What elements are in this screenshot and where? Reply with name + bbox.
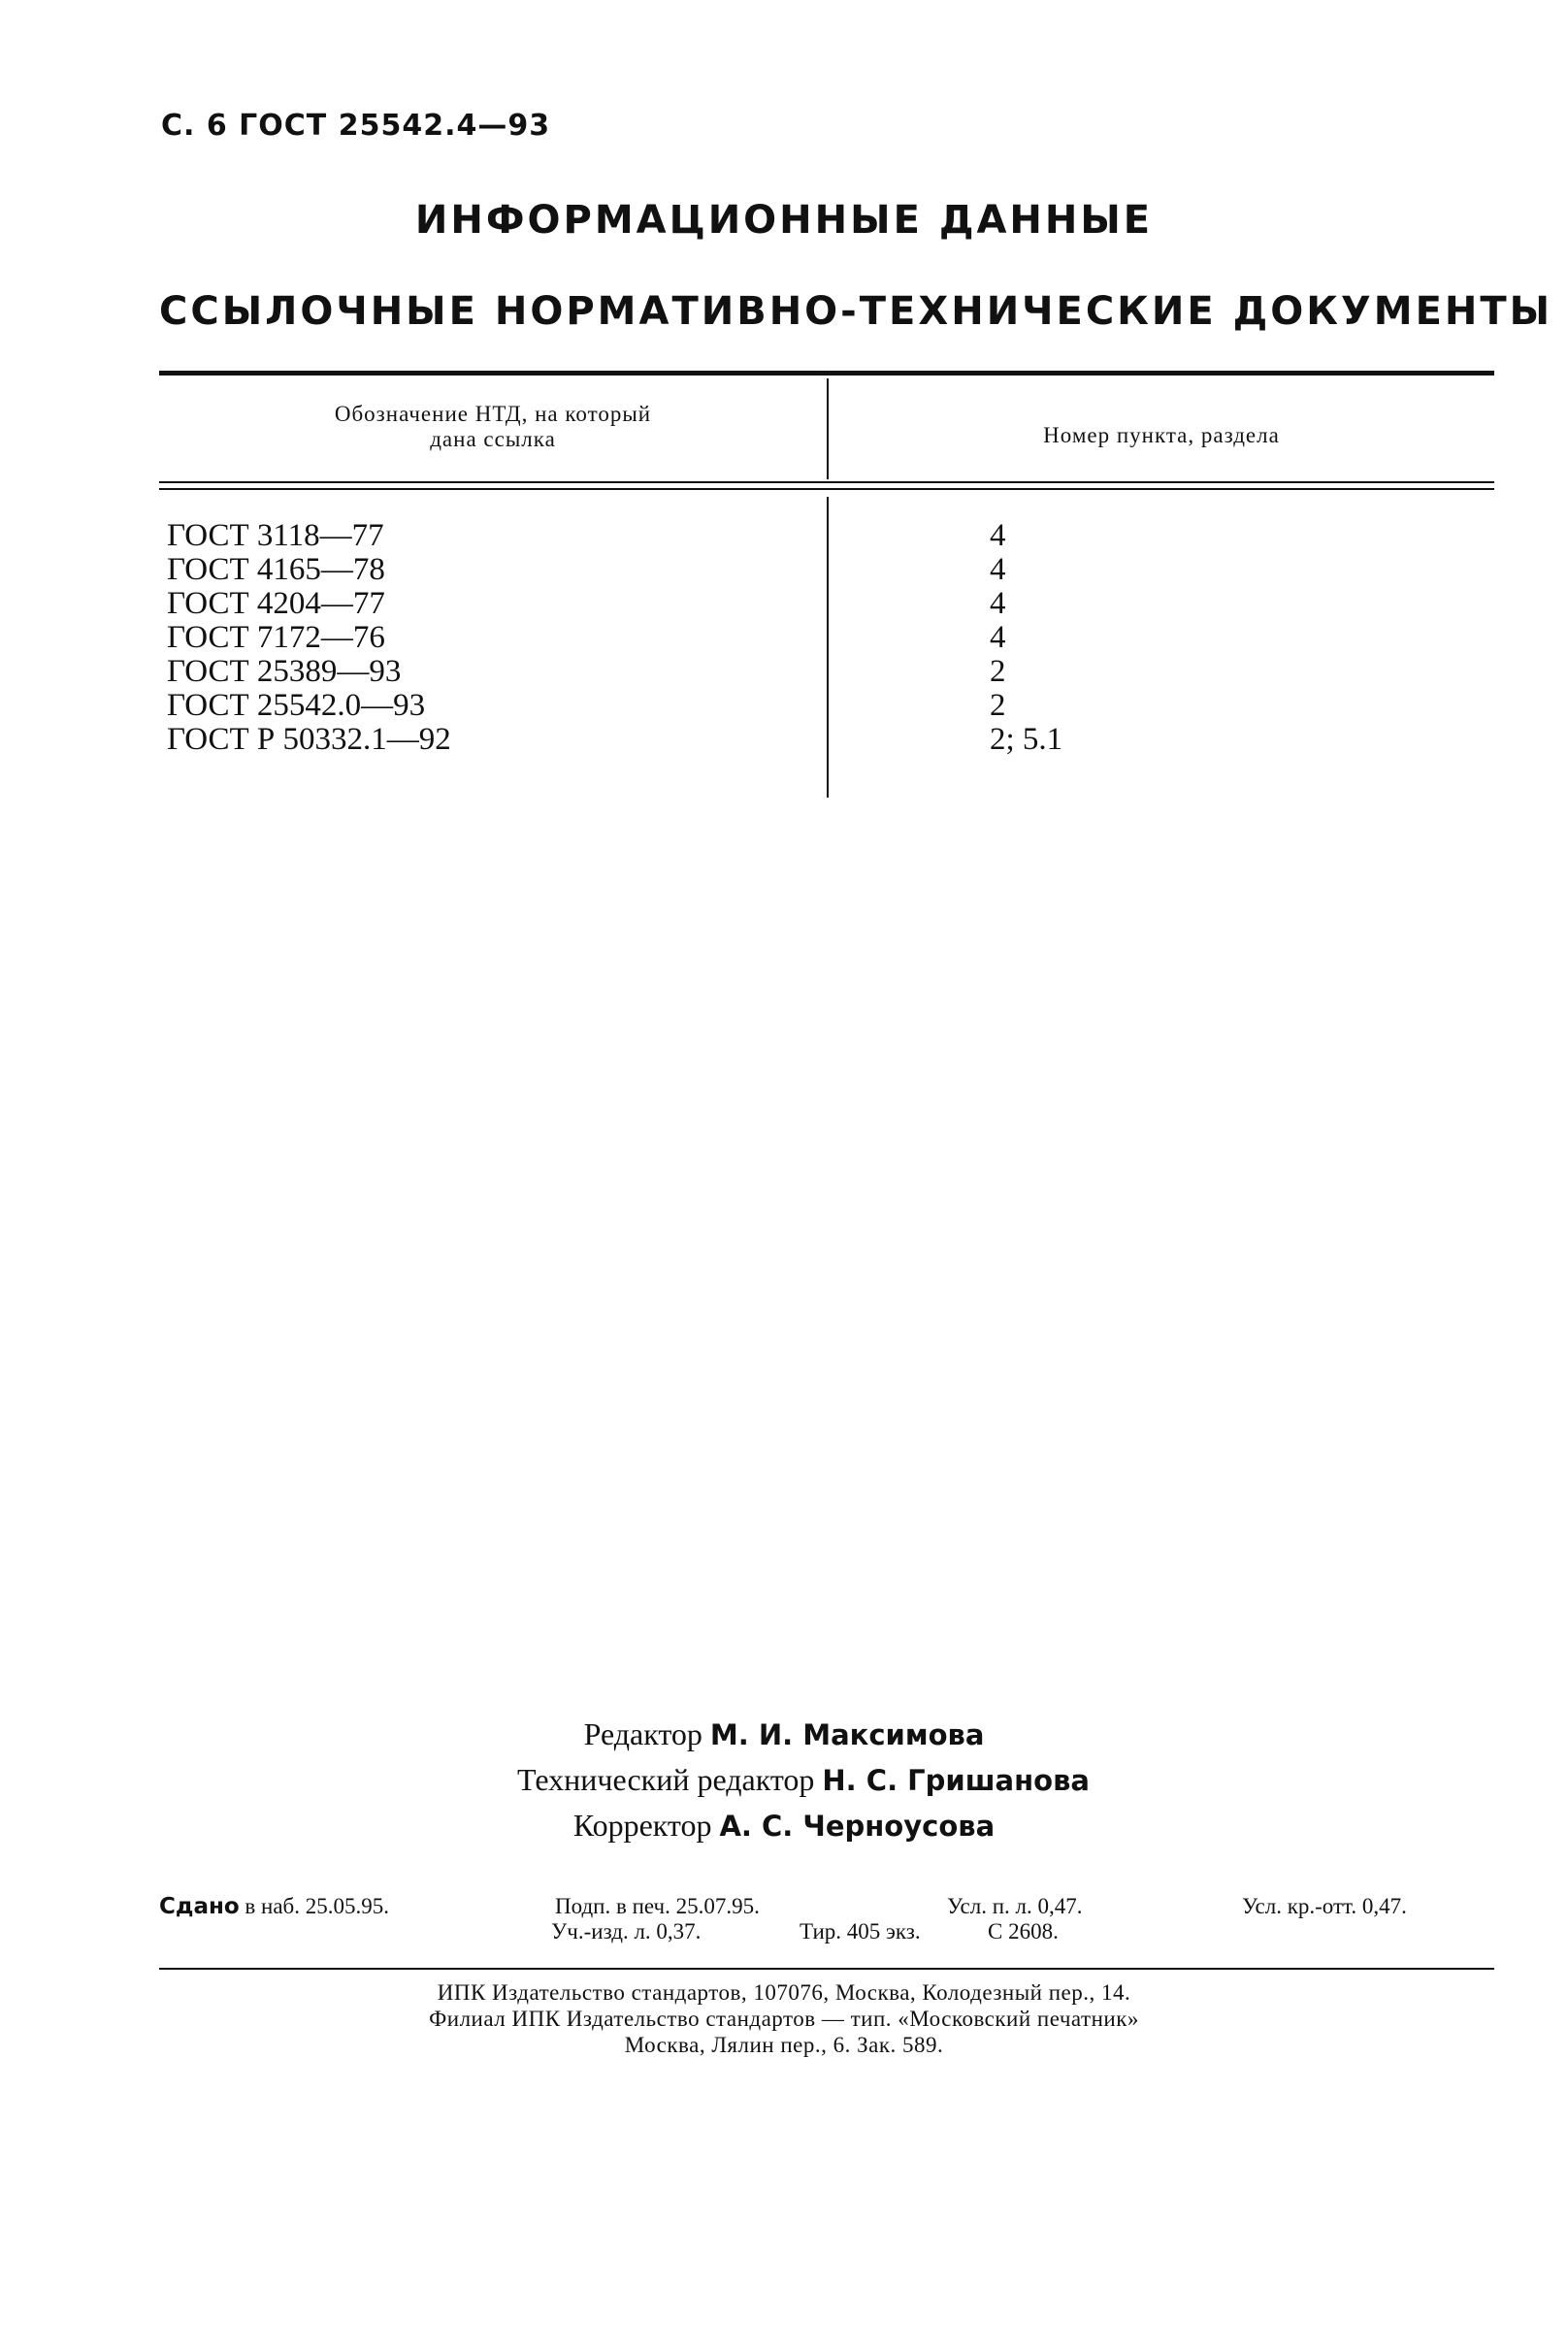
- table-header-document-line1: Обозначение НТД, на который: [334, 402, 652, 426]
- imprint-row: [159, 1894, 1498, 1919]
- submitted-label: Сдано: [159, 1894, 240, 1919]
- table-row-ref: ГОСТ 7172—76: [167, 620, 385, 655]
- imprint-row: [159, 1919, 1498, 1944]
- table-row-section: 2: [990, 654, 1006, 689]
- table-row-ref: ГОСТ 25542.0—93: [167, 688, 426, 723]
- tech-editor-name: Н. С. Гришанова: [822, 1764, 1090, 1797]
- submitted-value: в наб. 25.05.95.: [245, 1894, 390, 1918]
- editor-name: М. И. Максимова: [709, 1718, 985, 1751]
- imprint-rule: [159, 1968, 1494, 1970]
- table-row-ref: ГОСТ 25389—93: [167, 654, 402, 689]
- table-header-document-line2: дана ссылка: [430, 427, 556, 451]
- table-row-ref: ГОСТ Р 50332.1—92: [167, 722, 451, 757]
- table-header-section: Номер пункта, раздела: [1043, 423, 1280, 447]
- table-row-ref: ГОСТ 4204—77: [167, 586, 385, 621]
- publisher-info: [0, 1979, 1568, 2058]
- publisher-line: Филиал ИПК Издательство стандартов — тип. «Московский печатник»: [429, 2007, 1139, 2031]
- table-row-section: 2: [990, 688, 1006, 723]
- page-header: С. 6 ГОСТ 25542.4—93: [161, 109, 551, 143]
- table-row-section: 4: [990, 518, 1006, 553]
- table-row-section: 2; 5.1: [990, 722, 1063, 757]
- order-code-text: С 2608.: [988, 1919, 1059, 1944]
- publishing-sheets-text: Уч.-изд. л. 0,37.: [551, 1919, 702, 1944]
- reference-column: [167, 519, 451, 757]
- editor-role: Редактор: [583, 1716, 702, 1751]
- table-row-ref: ГОСТ 4165—78: [167, 552, 385, 587]
- table-top-rule: [159, 371, 1494, 376]
- proofreader-line: [0, 1803, 1568, 1848]
- table-header-rule-upper: [159, 481, 1494, 483]
- print-sheets-text: Усл. п. л. 0,47.: [947, 1894, 1083, 1918]
- editor-line: [0, 1712, 1568, 1757]
- table-row-ref: ГОСТ 3118—77: [167, 518, 384, 553]
- table-row-section: 4: [990, 620, 1006, 655]
- proofreader-name: А. С. Черноусова: [719, 1810, 996, 1843]
- table-header-rule-lower: [159, 488, 1494, 490]
- publisher-line: ИПК Издательство стандартов, 107076, Москва, Колодезный пер., 14.: [437, 1980, 1131, 2005]
- table-row-section: 4: [990, 552, 1006, 587]
- table-body-divider: [827, 497, 829, 798]
- submitted-text: [159, 1894, 389, 1919]
- signed-text: Подп. в печ. 25.07.95.: [555, 1894, 760, 1918]
- publisher-line: Москва, Лялин пер., 6. Зак. 589.: [624, 2033, 944, 2057]
- print-imprint: [159, 1894, 1498, 1944]
- print-impressions-text: Усл. кр.-отт. 0,47.: [1242, 1894, 1407, 1918]
- references-title: ССЫЛОЧНЫЕ НОРМАТИВНО-ТЕХНИЧЕСКИЕ ДОКУМЕНТЫ: [159, 289, 1553, 334]
- section-column: [990, 519, 1062, 757]
- circulation-text: Тир. 405 экз.: [800, 1919, 921, 1944]
- table-header-document: [159, 402, 827, 452]
- tech-editor-line: [0, 1757, 1568, 1803]
- info-title: ИНФОРМАЦИОННЫЕ ДАННЫЕ: [414, 198, 1154, 243]
- table-row-section: 4: [990, 586, 1006, 621]
- tech-editor-role: Технический редактор: [517, 1762, 815, 1797]
- staff-credits: [0, 1712, 1568, 1848]
- proofreader-role: Корректор: [572, 1808, 712, 1843]
